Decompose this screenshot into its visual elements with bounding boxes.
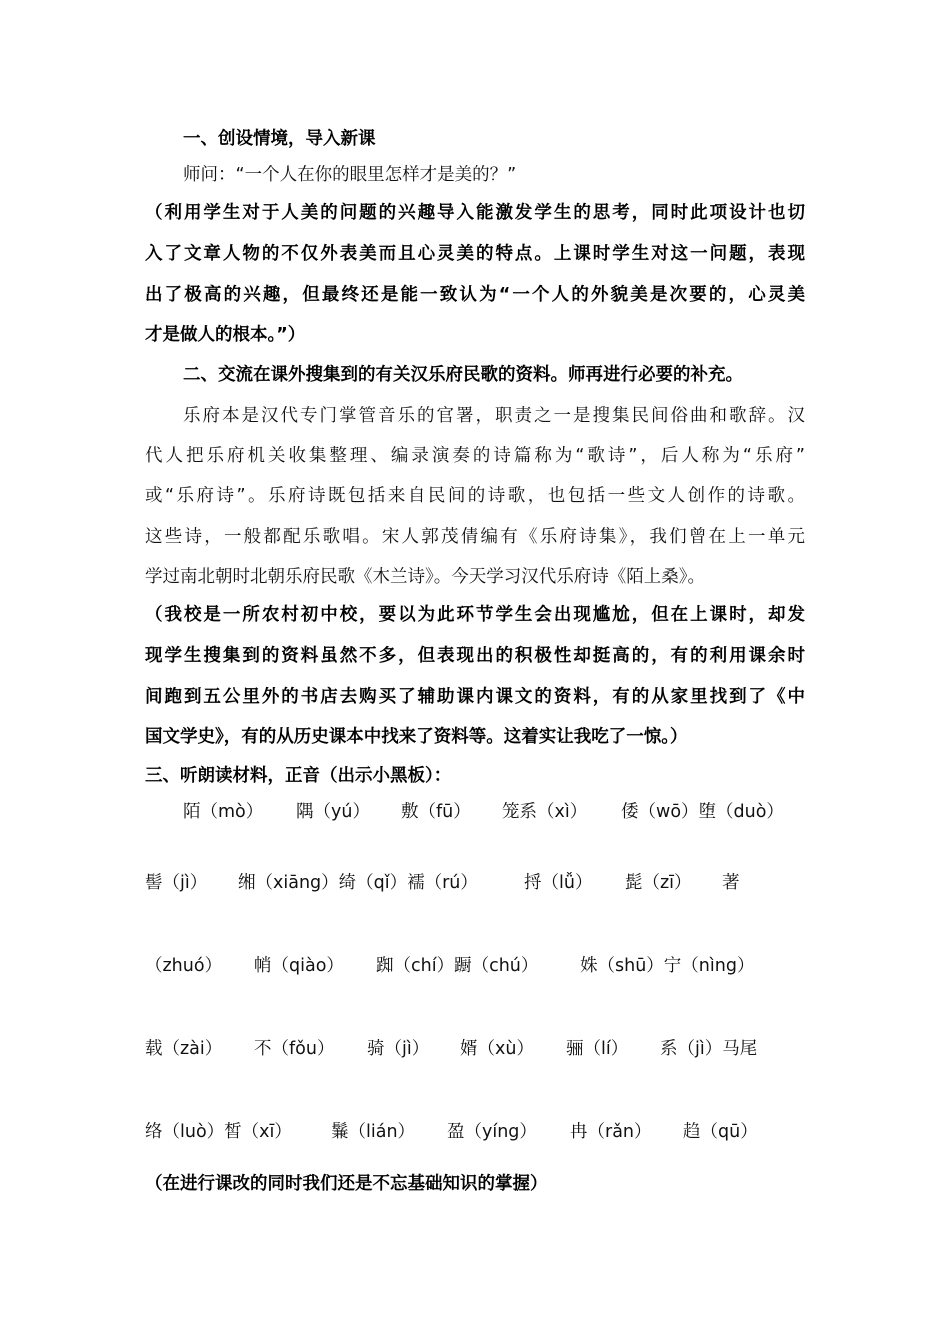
pinyin-item: 载（zài） [145,1039,223,1059]
pinyin-item: 笼系（xì） [502,802,588,822]
note-1-line-2: 入了文章人物的不仅外表美而且心灵美的特点。上课时学生对这一问题，表现 [145,244,805,264]
pinyin-item: 鬑（lián） [331,1122,416,1142]
note-1-line-1: （利用学生对于人美的问题的兴趣导入能激发学生的思考，同时此项设计也切 [145,203,805,223]
pinyin-item: 隅（yú） [296,802,370,822]
pinyin-item: 捋（lǚ） [524,873,593,893]
section-1-heading: 一、创设情境，导入新课 [183,129,376,149]
note-2-line-3: 间跑到五公里外的书店去购买了辅助课内课文的资料，有的从家里找到了《中 [145,687,805,707]
pinyin-item: 骑（jì） [367,1039,430,1059]
note-2-line-1: （我校是一所农村初中校，要以为此环节学生会出现尴尬，但在上课时，却发 [145,605,805,625]
pinyin-item: 陌（mò） [183,802,264,822]
pinyin-item: 骊（lí） [566,1039,629,1059]
pinyin-item: 系（jì）马尾 [660,1039,758,1059]
body-line-2: 代人把乐府机关收集整理、编录演奏的诗篇称为“歌诗”，后人称为“乐府” [145,446,805,466]
pinyin-item: 婿（xù） [460,1039,534,1059]
pinyin-item: 髭（zī） [625,873,692,893]
pinyin-item: 倭（wō）堕（duò） [621,802,784,822]
pinyin-item: （zhuó） [145,956,223,976]
section-3-note: （在进行课改的同时我们还是不忘基础知识的掌握） [145,1174,548,1194]
pinyin-item: 趋（qū） [683,1122,758,1142]
pinyin-item: 帩（qiào） [254,956,344,976]
pinyin-item: 姝（shū）宁（nìng） [580,956,755,976]
pinyin-item: 不（fǒu） [254,1039,335,1059]
note-2-line-2: 现学生搜集到的资料虽然不多，但表现出的积极性却挺高的，有的利用课余时 [145,646,805,666]
pinyin-item: 踟（chí）蹰（chú） [376,956,539,976]
body-line-1: 乐府本是汉代专门掌管音乐的官署，职责之一是搜集民间俗曲和歌辞。汉 [183,406,805,426]
teacher-question: 师问：“一个人在你的眼里怎样才是美的？” [183,165,517,185]
section-2-heading: 二、交流在课外搜集到的有关汉乐府民歌的资料。师再进行必要的补充。 [183,365,743,385]
note-1-line-4: 才是做人的根本。”） [145,325,306,345]
body-line-4: 这些诗，一般都配乐歌唱。宋人郭茂倩编有《乐府诗集》，我们曾在上一单元 [145,527,805,547]
pinyin-item: 冉（rǎn） [570,1122,652,1142]
note-2-line-4: 国文学史》，有的从历史课本中找来了资料等。这着实让我吃了一惊。） [145,727,688,747]
note-1-line-3: 出了极高的兴趣，但最终还是能一致认为“一个人的外貌美是次要的，心灵美 [145,285,805,305]
pinyin-item: 敷（fū） [401,802,471,822]
pinyin-item: 著 [722,873,740,893]
pinyin-item: 髻（jì） [145,873,208,893]
body-line-3: 或“乐府诗”。乐府诗既包括来自民间的诗歌，也包括一些文人创作的诗歌。 [145,486,805,506]
pinyin-item: 缃（xiāng）绮（qǐ）襦（rú） [238,873,478,893]
section-3-heading: 三、听朗读材料，正音（出示小黑板）： [145,766,452,786]
body-line-5: 学过南北朝时北朝乐府民歌《木兰诗》。今天学习汉代乐府诗《陌上桑》。 [145,567,705,587]
pinyin-item: 盈（yíng） [447,1122,537,1142]
pinyin-item: 络（luò）皙（xī） [145,1122,292,1142]
